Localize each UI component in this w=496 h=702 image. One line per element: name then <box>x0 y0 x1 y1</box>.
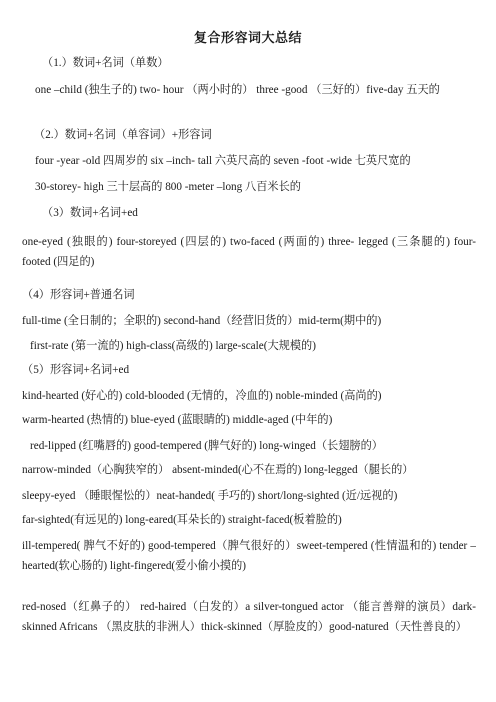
section-heading: （5）形容词+名词+ed <box>22 364 130 376</box>
section-line: narrow-minded（心胸狭窄的） absent-minded(心不在焉的) long-legged（腿长的） <box>22 464 414 476</box>
section-line: red-lipped (红嘴唇的) good-tempered (脾气好的) long-winged（长翅膀的） <box>30 440 383 452</box>
section-heading: （4）形容词+普通名词 <box>22 289 135 301</box>
section-line: kind-hearted (好心的) cold-blooded (无情的，冷血的) noble-minded (高尚的) <box>22 390 382 402</box>
section-line: one –child (独生子的) two- hour （两小时的） three -good （三好的）five-day 五天的 <box>35 84 440 96</box>
section-line: ill-tempered( 脾气不好的) good-tempered（脾气很好的）sweet-tempered (性情温和的) tender –hearted(软心肠的) light-fingered(爱小偷小摸的) <box>22 540 476 572</box>
section-line: four -year -old 四周岁的 six –inch- tall 六英尺高的 seven -foot -wide 七英尺宽的 <box>35 155 411 167</box>
section-heading: （1.）数词+名词（单数） <box>42 57 169 69</box>
document-title: 复合形容词大总结 <box>193 30 302 45</box>
section-heading: （2.）数词+名词（单容词）+形容词 <box>34 129 212 141</box>
section-line: warm-hearted (热情的) blue-eyed (蓝眼睛的) middle-aged (中年的) <box>22 414 333 426</box>
section-line: full-time (全日制的；全职的) second-hand（经营旧货的）mid-term(期中的) <box>22 315 382 327</box>
section-line: far-sighted(有远见的) long-eared(耳朵长的) straight-faced(板着脸的) <box>22 514 342 526</box>
section-line: one-eyed (独眼的) four-storeyed (四层的) two-faced (两面的) three- legged (三条腿的) four- footed (四足的) <box>22 236 476 268</box>
section-line: first-rate (第一流的) high-class(高级的) large-scale(大规模的) <box>30 340 316 352</box>
section-line: 30-storey- high 三十层高的 800 -meter –long 八百米长的 <box>35 181 301 193</box>
section-line: red-nosed（红鼻子的） red-haired（白发的）a silver-tongued actor （能言善辩的演员）dark-skinned Africans （黑皮肤的非洲人）thick-skinned（厚脸皮的）good-natured（天性善良的） <box>22 601 476 633</box>
section-line: sleepy-eyed （睡眼惺忪的）neat-handed( 手巧的) short/long-sighted (近/远视的) <box>22 490 398 502</box>
section-heading: （3）数词+名词+ed <box>42 207 138 219</box>
